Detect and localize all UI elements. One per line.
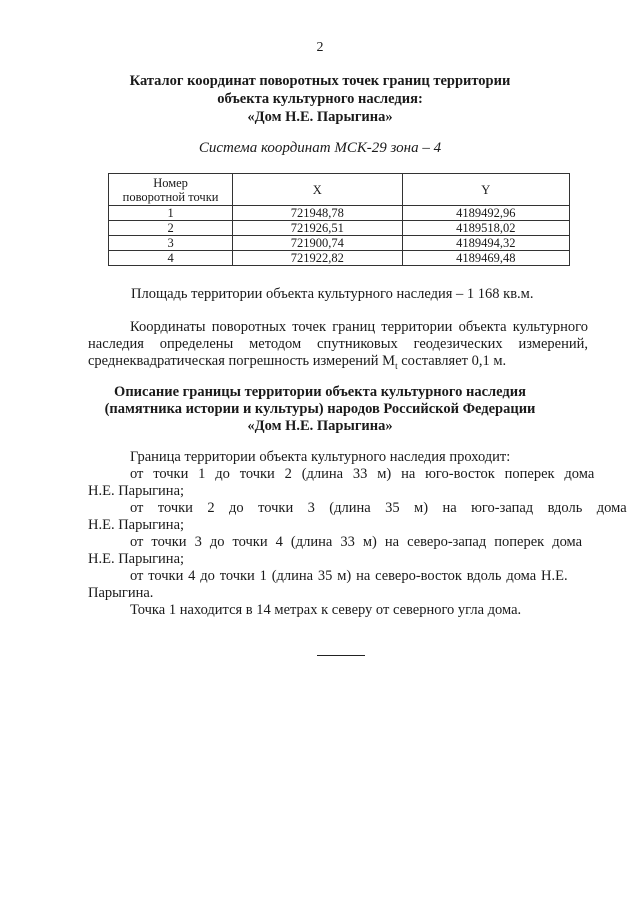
header-point-line-1: Номер bbox=[153, 175, 188, 190]
cell-y: 4189469,48 bbox=[402, 251, 570, 266]
title-line-3: «Дом Н.Е. Парыгина» bbox=[247, 109, 393, 125]
accuracy-line-1: Координаты поворотных точек границ территории объекта культурного bbox=[130, 319, 588, 335]
cell-y: 4189494,32 bbox=[402, 236, 570, 251]
segment-4-line-2: Парыгина. bbox=[88, 585, 154, 601]
page-number: 2 bbox=[316, 40, 324, 55]
cell-x: 721948,78 bbox=[233, 206, 402, 221]
segment-3-line-1: от точки 3 до точки 4 (длина 33 м) на северо-запад поперек дома bbox=[130, 534, 583, 550]
accuracy-line-2: наследия определены методом спутниковых геодезических измерений, bbox=[88, 336, 588, 352]
header-point-line-2: поворотной точки bbox=[122, 189, 219, 204]
end-divider bbox=[317, 655, 365, 656]
segment-1-line-1: от точки 1 до точки 2 (длина 33 м) на юго-восток поперек дома bbox=[130, 466, 595, 482]
table-row bbox=[109, 206, 570, 221]
header-y: Y bbox=[402, 174, 570, 206]
table-row bbox=[109, 236, 570, 251]
boundary-title-line-1: Описание границы территории объекта культурного наследия bbox=[114, 384, 526, 400]
title-line-1: Каталог координат поворотных точек границ территории bbox=[129, 73, 511, 89]
segment-2-line-1: от точки 2 до точки 3 (длина 35 м) на юго-запад вдоль дома bbox=[130, 500, 627, 516]
cell-point: 2 bbox=[109, 221, 233, 236]
cell-y: 4189492,96 bbox=[402, 206, 570, 221]
accuracy-line-3-pre: среднеквадратическая погрешность измерений M bbox=[88, 353, 396, 369]
cell-x: 721926,51 bbox=[233, 221, 402, 236]
cell-y: 4189518,02 bbox=[402, 221, 570, 236]
accuracy-line-3-post: составляет 0,1 м. bbox=[397, 353, 507, 369]
accuracy-subscript: t bbox=[395, 360, 398, 371]
title-line-2: объекта культурного наследия: bbox=[217, 91, 423, 107]
cell-x: 721900,74 bbox=[233, 236, 402, 251]
segment-3-line-2: Н.Е. Парыгина; bbox=[88, 551, 185, 567]
table-row bbox=[109, 251, 570, 266]
coordinates-table bbox=[108, 173, 570, 266]
cell-point: 4 bbox=[109, 251, 233, 266]
document-title bbox=[60, 72, 580, 126]
header-x: X bbox=[233, 174, 402, 206]
segment-4-line-1: от точки 4 до точки 1 (длина 35 м) на северо-восток вдоль дома Н.Е. bbox=[130, 568, 568, 584]
cell-point: 3 bbox=[109, 236, 233, 251]
segment-1-line-2: Н.Е. Парыгина; bbox=[88, 483, 185, 499]
segment-2-line-2: Н.Е. Парыгина; bbox=[88, 517, 185, 533]
boundary-title bbox=[60, 384, 580, 435]
coordinate-system: Система координат МСК-29 зона – 4 bbox=[198, 140, 442, 156]
accuracy-line-3 bbox=[88, 353, 588, 375]
area-statement: Площадь территории объекта культурного наследия – 1 168 кв.м. bbox=[131, 286, 534, 302]
cell-x: 721922,82 bbox=[233, 251, 402, 266]
table-header-row bbox=[109, 174, 570, 206]
accuracy-paragraph bbox=[88, 319, 588, 375]
boundary-description bbox=[88, 449, 627, 619]
header-point-number bbox=[109, 174, 233, 206]
cell-point: 1 bbox=[109, 206, 233, 221]
boundary-title-line-2: (памятника истории и культуры) народов Российской Федерации bbox=[104, 401, 536, 417]
boundary-title-line-3: «Дом Н.Е. Парыгина» bbox=[247, 418, 393, 434]
table-row bbox=[109, 221, 570, 236]
point-note: Точка 1 находится в 14 метрах к северу от северного угла дома. bbox=[130, 602, 522, 618]
boundary-intro: Граница территории объекта культурного наследия проходит: bbox=[130, 449, 511, 465]
